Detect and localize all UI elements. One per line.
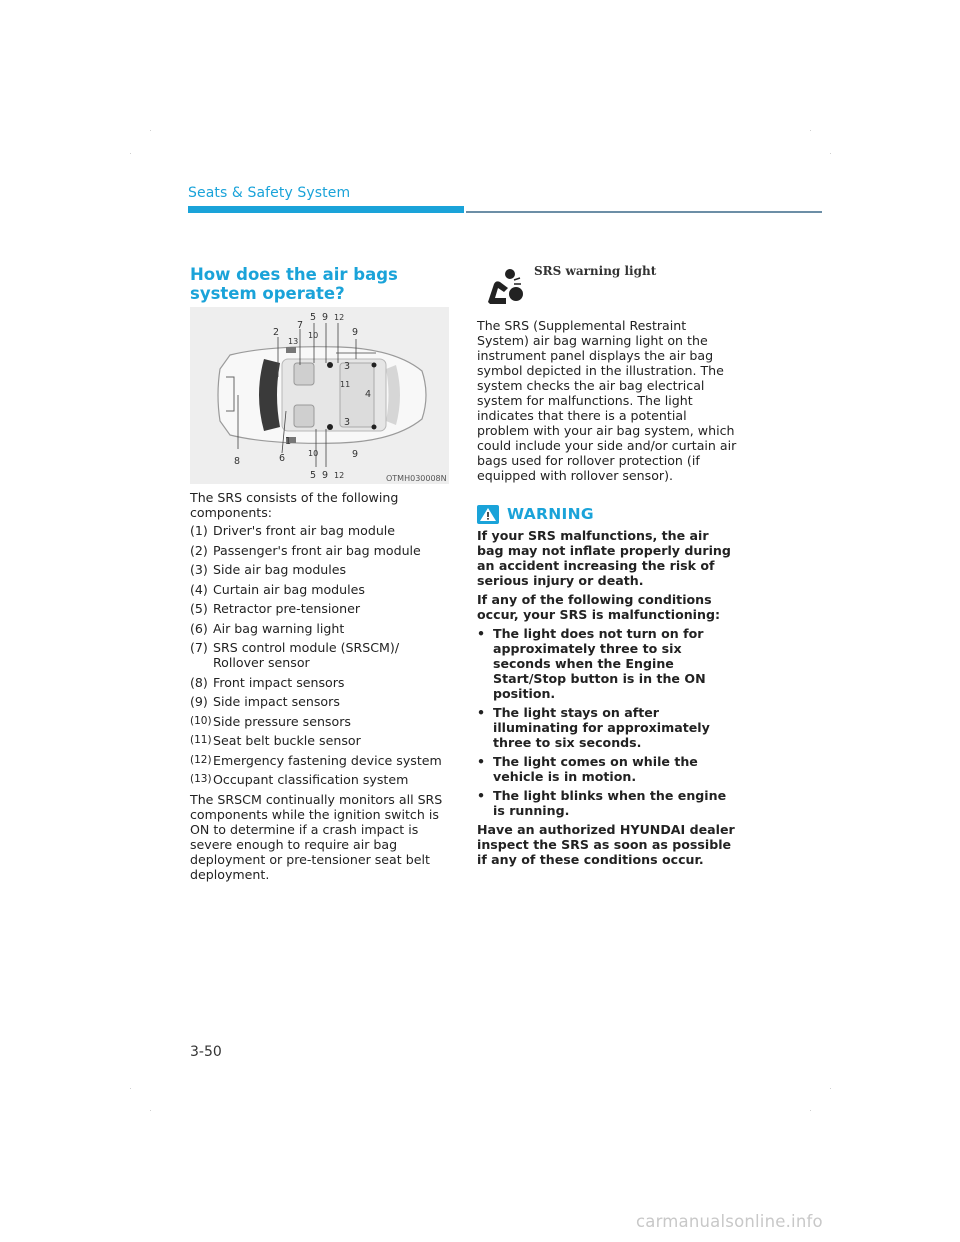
diagram-label-13: 13 — [288, 337, 299, 346]
list-item: • The light comes on while the vehicle is in motion. — [477, 754, 698, 784]
crop-mark — [830, 153, 831, 154]
diagram-label-3: 3 — [344, 361, 351, 372]
diagram-label-9: 9 — [322, 470, 329, 481]
diagram-label-8: 8 — [234, 456, 241, 467]
srs-warning-light-label: SRS warning light — [534, 264, 657, 278]
diagram-label-11: 11 — [340, 380, 351, 389]
list-item: • The light blinks when the engine is running. — [477, 788, 727, 818]
crop-mark — [810, 1110, 811, 1111]
warning-title: WARNING — [507, 505, 594, 523]
crop-mark — [130, 153, 131, 154]
list-item: (2) Passenger's front air bag module — [190, 542, 421, 558]
list-item: (13) Occupant classification system — [190, 772, 409, 787]
diagram-label-5: 5 — [310, 312, 317, 323]
components-intro: The SRS consists of the following components: — [190, 490, 399, 520]
diagram-label-1: 1 — [285, 436, 292, 447]
diagram-label-9: 9 — [352, 449, 359, 460]
list-item: (6) Air bag warning light — [190, 620, 345, 636]
diagram-label-7: 7 — [297, 320, 304, 331]
header-rule — [466, 211, 822, 213]
components-list — [190, 523, 452, 787]
crop-mark — [130, 1088, 131, 1089]
warning-paragraph: If any of the following conditions occur, your SRS is malfunctioning: — [477, 592, 721, 622]
list-item: (8) Front impact sensors — [190, 674, 345, 690]
list-item: (10) Side pressure sensors — [190, 713, 351, 729]
list-item: (1) Driver's front air bag module — [190, 523, 396, 538]
crop-mark — [150, 130, 151, 131]
warning-header — [477, 503, 594, 525]
diagram-label-5: 5 — [310, 470, 317, 481]
crop-mark — [150, 1110, 151, 1111]
list-item: (12) Emergency fastening device system — [190, 752, 442, 768]
header-accent-bar — [188, 206, 464, 213]
list-item: (5) Retractor pre-tensioner — [190, 601, 361, 616]
diagram-label-12: 12 — [334, 471, 345, 480]
diagram-label-10: 10 — [308, 331, 319, 340]
list-item: • The light does not turn on for approximately three to six seconds when the Engine Start/Stop button is in the ON position. — [477, 626, 706, 701]
list-item: (3) Side air bag modules — [190, 562, 347, 577]
list-item: (11) Seat belt buckle sensor — [190, 733, 361, 748]
diagram-label-6: 6 — [279, 453, 286, 464]
list-item: (4) Curtain air bag modules — [190, 581, 365, 597]
list-item: (7) SRS control module (SRSCM)/ Rollover sensor — [190, 640, 400, 670]
left-column — [190, 490, 452, 882]
srs-warning-light-block — [477, 262, 739, 312]
warning-paragraph: Have an authorized HYUNDAI dealer inspect the SRS as soon as possible if any of these conditions occur. — [477, 822, 735, 867]
windshield — [259, 359, 280, 431]
diagram-label-4: 4 — [365, 389, 372, 400]
header-section-title: Seats & Safety System — [188, 185, 351, 201]
airbag-warning-icon — [480, 266, 524, 308]
diagram-label-9: 9 — [352, 327, 359, 338]
watermark: carmanualsonline.info — [636, 1212, 823, 1231]
list-item: (9) Side impact sensors — [190, 694, 340, 709]
page-number: 3-50 — [190, 1044, 222, 1060]
srscm-paragraph: The SRSCM continually monitors all SRS components while the ignition switch is ON to determine if a crash impact is severe enough to require air bag deployment or pre-tensioner seat belt deployment. — [190, 791, 443, 882]
warning-body — [477, 528, 739, 871]
section-title: How does the air bags system operate? — [190, 265, 398, 303]
airbag-system-diagram — [190, 307, 449, 484]
diagram-label-2: 2 — [273, 327, 280, 338]
list-item: • The light stays on after illuminating for approximately three to six seconds. — [477, 705, 710, 750]
warning-triangle-icon — [477, 505, 499, 524]
warning-paragraph: If your SRS malfunctions, the air bag may not inflate properly during an accident increasing the risk of serious injury or death. — [477, 528, 731, 588]
crop-mark — [830, 1088, 831, 1089]
warning-conditions-list — [477, 626, 739, 818]
diagram-code: OTMH030008N — [386, 474, 447, 483]
diagram-label-9: 9 — [322, 312, 329, 323]
srs-description: The SRS (Supplemental Restraint System) air bag warning light on the instrument panel displays the air bag symbol depicted in the illustration. The system checks the air bag electrical system for malfunctions. The light indicates that there is a potential problem with your air bag system, which could include your side and/or curtain air bags used for rollover protection (if equipped with rollover sensor). — [477, 318, 737, 483]
diagram-label-10: 10 — [308, 449, 319, 458]
diagram-label-3: 3 — [344, 417, 351, 428]
crop-mark — [810, 130, 811, 131]
diagram-label-12: 12 — [334, 313, 345, 322]
